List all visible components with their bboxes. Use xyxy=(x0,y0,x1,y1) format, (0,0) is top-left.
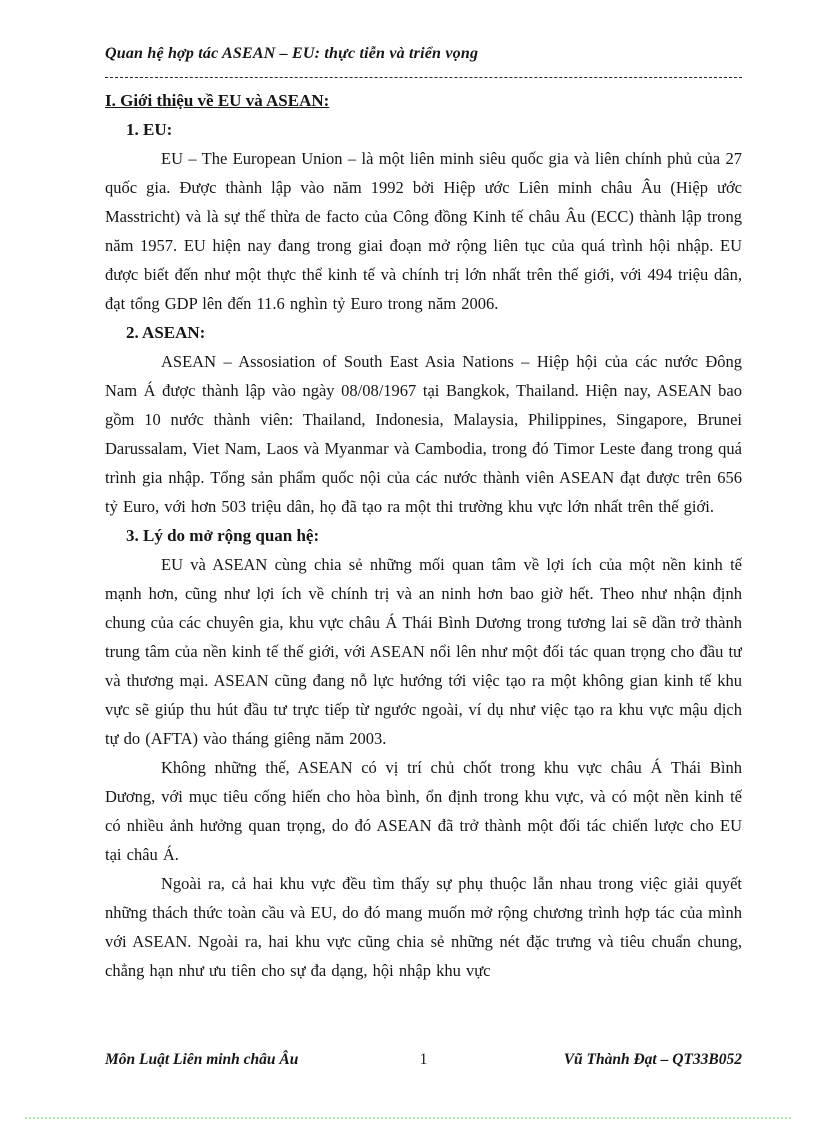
footer-author-name: Vũ Thành Đạt – QT33B052 xyxy=(563,1051,742,1068)
paragraph-reasons-1: EU và ASEAN cùng chia sẻ những mối quan tâm về lợi ích của một nền kinh tế mạnh hơn, cũng như lợi ích về chính trị và an ninh hơn bao giờ hết. Theo như nhận định chung của các chuyên gia, khu vực châu Á Thái Bình Dương trong tương lai sẽ dần trở thành trung tâm của nền kinh tế thế giới, với ASEAN nổi lên như một đối tác quan trọng cho đầu tư và thương mại. ASEAN cũng đang nỗ lực hướng tới việc tạo ra một không gian kinh tế khu vực sẽ giúp thu hút đầu tư trực tiếp từ ngước ngoài, ví dụ như việc tạo ra khu vực mậu dịch tự do (AFTA) vào tháng giêng năm 2003. xyxy=(105,555,742,748)
subheading-eu: 1. EU: xyxy=(126,120,173,139)
section-heading-intro: I. Giới thiệu về EU và ASEAN: xyxy=(105,91,330,110)
subheading-reasons: 3. Lý do mở rộng quan hệ: xyxy=(126,526,320,545)
paragraph-reasons-2: Không những thế, ASEAN có vị trí chủ chốt trong khu vực châu Á Thái Bình Dương, với mục tiêu cống hiến cho hòa bình, ổn định trong khu vực, và có một nền kinh tế có nhiều ảnh hưởng quan trọng, do đó ASEAN đã trở thành một đối tác chiến lược cho EU tại châu Á. xyxy=(105,758,742,864)
bottom-dotted-divider xyxy=(25,1117,791,1119)
paragraph-reasons-3: Ngoài ra, cả hai khu vực đều tìm thấy sự phụ thuộc lẫn nhau trong việc giải quyết những thách thức toàn cầu và EU, do đó mang muốn mở rộng chương trình hợp tác của mình với ASEAN. Ngoài ra, hai khu vực cũng chia sẻ những nét đặc trưng và tiêu chuẩn chung, chẳng hạn như ưu tiên cho sự đa dạng, hội nhập khu vực xyxy=(105,874,742,980)
footer-course-name: Môn Luật Liên minh châu Âu xyxy=(105,1051,299,1068)
header-separator-rule xyxy=(105,77,742,78)
footer-page-number: 1 xyxy=(419,1051,428,1068)
page-content xyxy=(105,44,742,1045)
paragraph-asean: ASEAN – Assosiation of South East Asia Nations – Hiệp hội của các nước Đông Nam Á được thành lập vào ngày 08/08/1967 tại Bangkok, Thailand. Hiện nay, ASEAN bao gồm 10 nước thành viên: Thailand, Indonesia, Malaysia, Philippines, Singapore, Brunei Darussalam, Viet Nam, Laos và Myanmar và Cambodia, trong đó Timor Leste đang trong quá trình gia nhập. Tổng sản phẩm quốc nội của các nước thành viên ASEAN đạt được trên 656 tỷ Euro, với hơn 503 triệu dân, họ đã tạo ra một thi trường khu vực lớn nhất trên thế giới. xyxy=(105,352,742,516)
subheading-asean: 2. ASEAN: xyxy=(126,323,206,342)
running-header-title: Quan hệ hợp tác ASEAN – EU: thực tiễn và triển vọng xyxy=(105,45,479,62)
page-footer xyxy=(105,1050,742,1070)
paragraph-eu: EU – The European Union – là một liên minh siêu quốc gia và liên chính phủ của 27 quốc gia. Được thành lập vào năm 1992 bởi Hiệp ước Liên minh châu Âu (Hiệp ước Masstricht) và là sự thế thừa de facto của Công đồng Kinh tế châu Âu (ECC) thành lập trong năm 1957. EU hiện nay đang trong giai đoạn mở rộng liên tục của quá trình hội nhập. EU được biết đến như một thực thể kinh tế và chính trị lớn nhất trên thế giới, với 494 triệu dân, đạt tổng GDP lên đến 11.6 nghìn tỷ Euro trong năm 2006. xyxy=(105,149,742,313)
